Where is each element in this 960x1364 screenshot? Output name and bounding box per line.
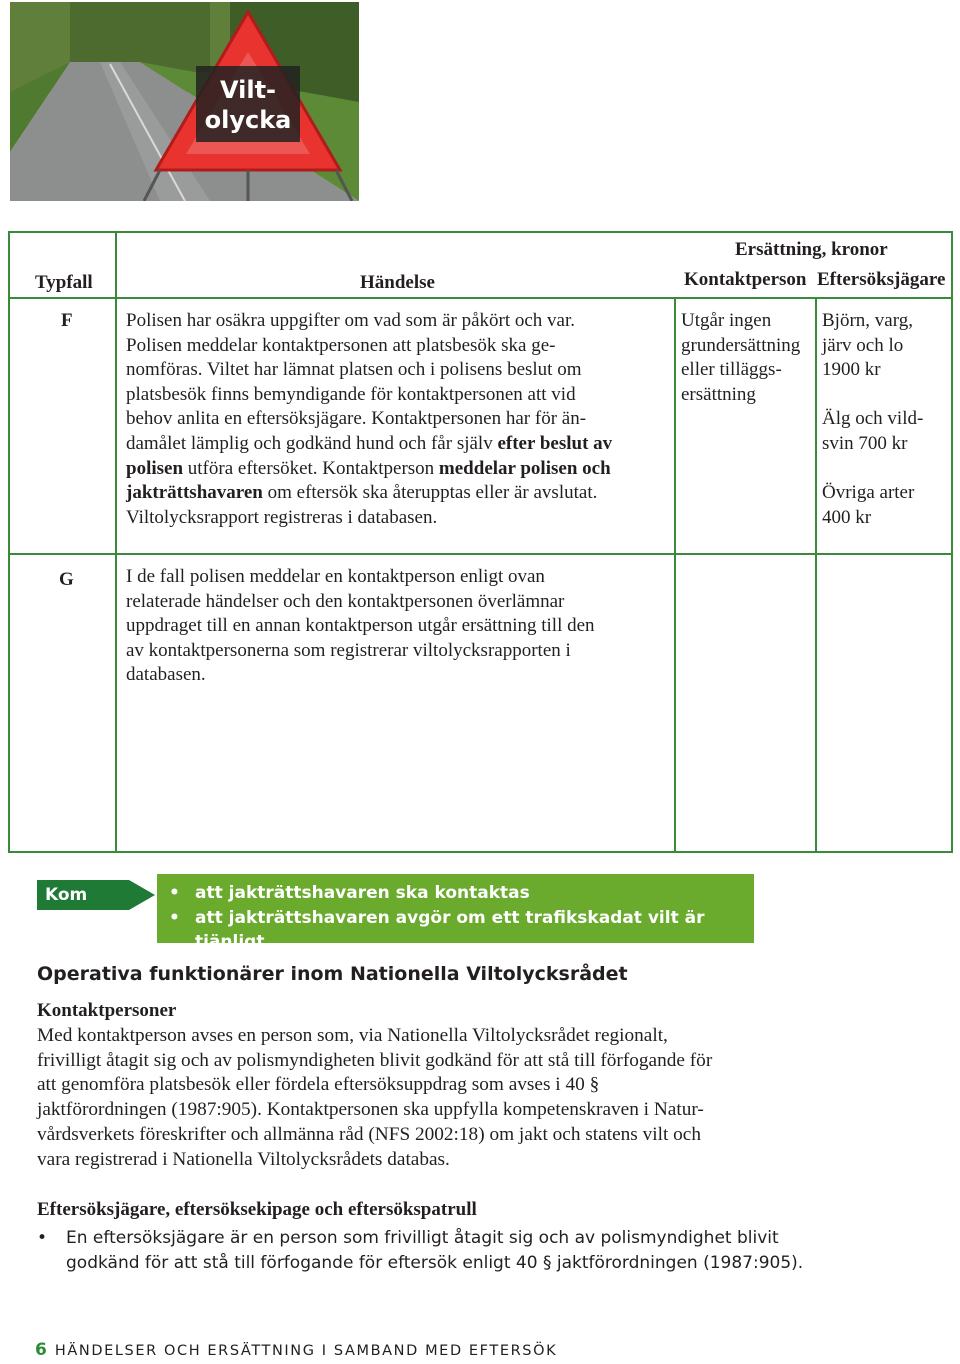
eftersok-bullet-list [37, 1226, 827, 1276]
handelse-f-text: damålet lämplig och godkänd hund och får själv [126, 432, 498, 454]
body-line: Med kontaktperson avses en person som, via Nationella Viltolycksrådet regionalt, [37, 1025, 668, 1046]
page-number: 6 [35, 1340, 47, 1360]
kontaktpersoner-heading: Kontaktpersoner [37, 1000, 177, 1021]
kom-ihag-item: • att jakträttshavaren avgör om ett trafikskadat vilt är tjänligt [195, 906, 754, 955]
kom-ihag-box [157, 874, 754, 952]
handelse-f-bold: jakträttshavaren [126, 482, 263, 504]
kom-ihag-list [157, 874, 754, 955]
kontaktperson-f [681, 309, 815, 407]
compensation-table [8, 231, 953, 853]
table-border-right [951, 231, 953, 853]
table-row-divider [8, 553, 953, 555]
handelse-g-line: relaterade händelser och den kontaktpersonen överlämnar [126, 590, 565, 612]
handelse-g-line: uppdraget till en annan kontaktperson utgår ersättning till den [126, 615, 595, 637]
kom-ihag-label: Kom ihåg [37, 880, 129, 910]
body-line: jaktförordningen (1987:905). Kontaktpersonen ska uppfylla kompetenskraven i Natur- [37, 1099, 704, 1121]
handelse-f-text: utföra eftersöket. Kontaktperson [183, 457, 439, 479]
handelse-f-line [126, 457, 671, 482]
handelse-f-line: Polisen meddelar kontaktpersonen att platsbesök ska ge- [126, 334, 556, 356]
body-line: att genomföra platsbesök eller fördela eftersöksuppdrag som avses i 40 § [37, 1074, 600, 1096]
photo-illustration [10, 2, 359, 201]
road-sign-photo [10, 2, 359, 201]
eftersok-f-line: Älg och vild- [822, 408, 924, 430]
table-header-divider [8, 297, 953, 299]
kontaktperson-f-line: Utgår ingen [681, 310, 772, 331]
eftersok-f-line: Övriga arter [822, 482, 915, 504]
body-line: vara registrerad i Nationella Viltolycksrådets databas. [37, 1148, 450, 1170]
sign-text-line2: olycka [204, 106, 292, 134]
handelse-f-line: behov anlita en eftersöksjägare. Kontaktpersonen har för än- [126, 408, 587, 430]
header-ersattning: Ersättning, kronor [735, 239, 888, 260]
handelse-g-line: av kontaktpersonerna som registrerar viltolycksrapporten i [126, 639, 571, 661]
eftersok-f [822, 309, 950, 530]
eftersok-f-line: järv och lo [822, 334, 904, 356]
eftersok-f-line: Björn, varg, [822, 310, 913, 331]
handelse-f-line: nomföras. Viltet har lämnat platsen och i polisens beslut om [126, 359, 582, 381]
eftersok-heading: Eftersöksjägare, eftersöksekipage och eftersökspatrull [37, 1199, 477, 1220]
table-border-left [8, 231, 10, 853]
kontaktperson-f-line: ersättning [681, 383, 756, 405]
table-col-divider-2 [674, 297, 676, 853]
body-line: vårdsverkets föreskrifter och allmänna råd (NFS 2002:18) om jakt och statens vilt och [37, 1123, 701, 1145]
body-line: frivilligt åtagit sig och av polismyndigheten blivit godkänd för att stå till förfogande för [37, 1049, 713, 1071]
sign-text-line1: Vilt- [219, 76, 277, 104]
header-kontaktperson: Kontaktperson [684, 269, 807, 290]
handelse-f-line: platsbesök finns bemyndigande för kontaktpersonen att vid [126, 383, 576, 405]
handelse-g [126, 565, 671, 688]
eftersok-f-line: 400 kr [822, 506, 872, 528]
typfall-f: F [61, 310, 73, 331]
header-typfall: Typfall [35, 272, 93, 293]
header-handelse: Händelse [360, 272, 435, 293]
eftersok-f-line: 1900 kr [822, 359, 881, 381]
typfall-g: G [59, 569, 74, 590]
table-col-divider-3 [815, 297, 817, 853]
handelse-f-line: Polisen har osäkra uppgifter om vad som är påkört och var. [126, 310, 576, 331]
footer-title: HÄNDELSER OCH ERSÄTTNING I SAMBAND MED EFTERSÖK [54, 1343, 558, 1359]
handelse-f-line [126, 481, 671, 506]
handelse-f-bold: polisen [126, 457, 184, 479]
handelse-g-line: databasen. [126, 664, 206, 686]
kom-ihag-item: • att jakträttshavaren ska kontaktas [195, 881, 754, 906]
eftersok-f-line: svin 700 kr [822, 432, 908, 454]
section-title: Operativa funktionärer inom Nationella Viltolycksrådet [37, 963, 628, 985]
kontaktpersoner-body [37, 1024, 797, 1172]
handelse-g-line: I de fall polisen meddelar en kontaktperson enligt ovan [126, 566, 545, 587]
eftersok-bullet-item: • En eftersöksjägare är en person som frivilligt åtagit sig och av polismyndighet blivit godkänd för att stå till förfogande för eftersök enligt 40 § jaktförordningen (1987:905). [37, 1226, 827, 1276]
page-footer [35, 1340, 557, 1360]
table-border-bottom [8, 851, 953, 853]
handelse-f-text: om eftersök ska återupptas eller är avslutat. [262, 482, 598, 504]
kontaktperson-f-line: eller tilläggs- [681, 359, 782, 381]
handelse-f-line: Viltolycksrapport registreras i databasen. [126, 506, 438, 528]
handelse-f-bold: meddelar polisen och [438, 457, 611, 479]
table-col-divider-1 [115, 231, 117, 853]
handelse-f [126, 309, 671, 530]
handelse-f-line [126, 432, 671, 457]
kontaktperson-f-line: grundersättning [681, 334, 801, 356]
handelse-f-bold: efter beslut av [497, 432, 613, 454]
header-eftersoksjagare: Eftersöksjägare [817, 269, 946, 290]
kom-ihag-arrow-icon [129, 880, 155, 910]
table-border-top [8, 231, 953, 233]
